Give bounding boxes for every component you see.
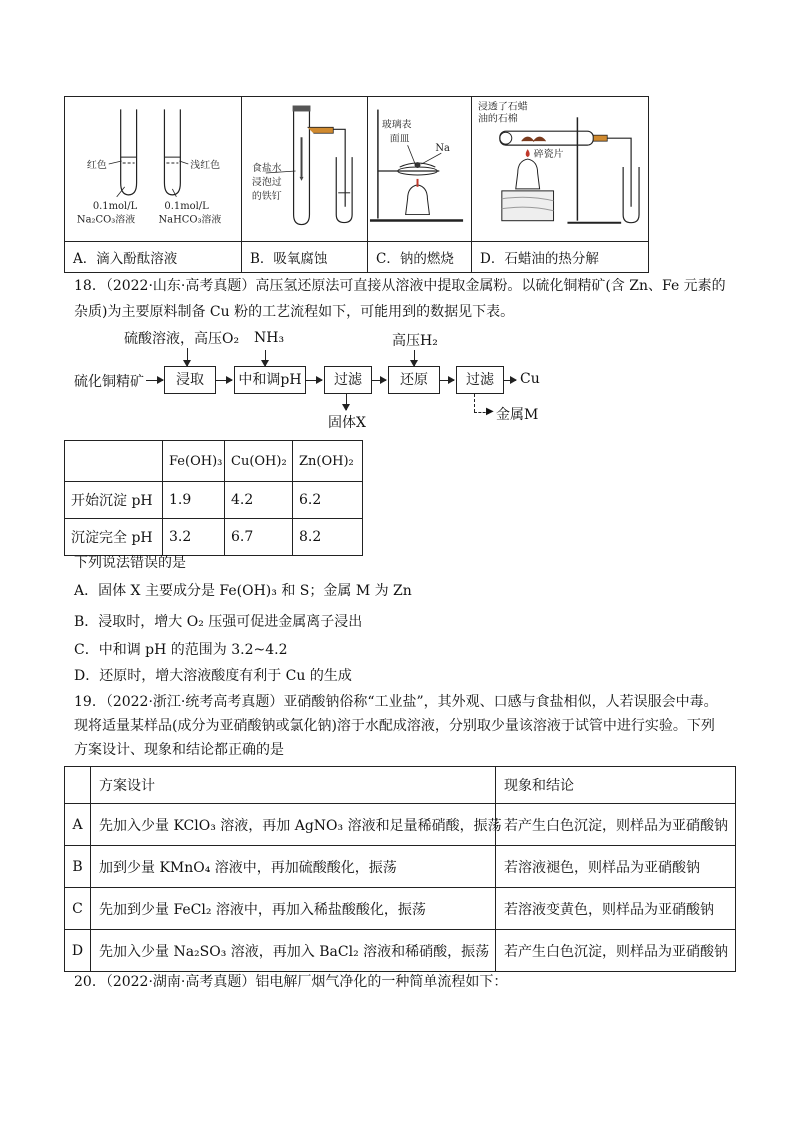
- plan-result-cell: 若产生白色沉淀，则样品为亚硝酸钠: [496, 930, 736, 972]
- ph-data-table: [64, 440, 363, 556]
- tube1-solution: Na₂CO₃溶液: [76, 214, 136, 226]
- flow-step-leaching: 浸取: [164, 366, 216, 394]
- table-row: [65, 519, 363, 556]
- ph-cell: 6.2: [293, 482, 363, 519]
- figure-a-cell: [65, 97, 242, 242]
- arrow-down-reagent3: [414, 350, 415, 366]
- figure-c-cell: [368, 97, 472, 242]
- process-flow-diagram: [74, 328, 574, 432]
- table-row: [65, 482, 363, 519]
- arrow-right-6: [504, 380, 516, 381]
- porcelain-chip-label: 碎瓷片: [533, 149, 564, 161]
- ph-row-label: 沉淀完全 pH: [65, 519, 163, 556]
- flow-step-reduce: 还原: [388, 366, 440, 394]
- test-tubes-figure: [65, 97, 241, 241]
- plan-table-header: [65, 767, 736, 804]
- plan-design-cell: 先加入少量 Na₂SO₃ 溶液，再加入 BaCl₂ 溶液和稀硝酸，振荡: [91, 930, 496, 972]
- plan-design-cell: 加到少量 KMnO₄ 溶液中，再加硫酸酸化，振荡: [91, 846, 496, 888]
- ph-cell: 4.2: [225, 482, 293, 519]
- plan-result-cell: 若溶液变黄色，则样品为亚硝酸钠: [496, 888, 736, 930]
- caption-c: C．钠的燃烧: [368, 242, 472, 273]
- tube2-solution: NaHCO₃溶液: [158, 214, 222, 226]
- arrow-down-reagent2: [265, 350, 266, 366]
- plan-row-label: B: [65, 846, 91, 888]
- arrow-right-5: [440, 380, 454, 381]
- plan-header-blank: [65, 767, 91, 804]
- q19-line-3: 方案设计、现象和结论都正确的是: [74, 742, 284, 758]
- q18-line-1: 18．（2022·山东·高考真题）高压氢还原法可直接从溶液中提取金属粉。以硫化铜精矿(含 Zn、Fe 元素的: [74, 278, 726, 294]
- plan-result-cell: 若溶液褪色，则样品为亚硝酸钠: [496, 846, 736, 888]
- q18-option-a: A．固体 X 主要成分是 Fe(OH)₃ 和 S；金属 M 为 Zn: [74, 583, 412, 599]
- plan-result-cell: 若产生白色沉淀，则样品为亚硝酸钠: [496, 804, 736, 846]
- oxygen-corrosion-figure: [242, 97, 367, 241]
- apparatus-figure-table: [64, 96, 649, 273]
- q18-option-b: B．浸取时，增大 O₂ 压强可促进金属离子浸出: [74, 614, 363, 630]
- arrow-right-2: [216, 380, 232, 381]
- flow-metal-m: 金属M: [496, 407, 539, 423]
- arrow-right-3: [306, 380, 322, 381]
- flow-step-neutralize: 中和调pH: [234, 366, 306, 394]
- watch-glass-label-1: 玻璃表: [381, 119, 412, 131]
- ph-cell: 6.7: [225, 519, 293, 556]
- paraffin-cracking-figure: [472, 97, 648, 241]
- caption-a: A．滴入酚酞溶液: [65, 242, 242, 273]
- q19-line-1: 19．（2022·浙江·统考高考真题）亚硝酸钠俗称“工业盐”，其外观、口感与食盐相似，人若误服会中毒。: [74, 694, 718, 710]
- tube1-color-label: 红色: [86, 160, 107, 172]
- arrow-down-reagent1: [187, 348, 188, 366]
- ph-header-zn: Zn(OH)₂: [293, 441, 363, 482]
- asbestos-label-2: 油的石棉: [477, 113, 518, 125]
- caption-d: D．石蜡油的热分解: [472, 242, 649, 273]
- ph-cell: 1.9: [163, 482, 225, 519]
- plan-header-design: 方案设计: [91, 767, 496, 804]
- plan-design-cell: 先加到少量 FeCl₂ 溶液中，再加入稀盐酸酸化，振荡: [91, 888, 496, 930]
- ph-cell: 8.2: [293, 519, 363, 556]
- caption-b: B．吸氧腐蚀: [242, 242, 368, 273]
- experiment-plan-table: [64, 766, 736, 972]
- table-row: [65, 804, 736, 846]
- q18-line-2: 杂质)为主要原料制备 Cu 粉的工艺流程如下，可能用到的数据见下表。: [74, 304, 515, 320]
- ph-header-fe: Fe(OH)₃: [163, 441, 225, 482]
- nail-label-2: 浸泡过: [251, 176, 282, 188]
- flow-reagent-acid-o2: 硫酸溶液，高压O₂: [124, 331, 240, 347]
- sodium-label: Na: [435, 143, 450, 155]
- ph-header-blank: [65, 441, 163, 482]
- ph-row-label: 开始沉淀 pH: [65, 482, 163, 519]
- q20-line-1: 20．（2022·湖南·高考真题）铝电解厂烟气净化的一种简单流程如下：: [74, 974, 508, 990]
- dashed-line-down: [474, 394, 475, 412]
- plan-row-label: C: [65, 888, 91, 930]
- flow-solid-x: 固体X: [328, 415, 366, 431]
- q18-option-c: C．中和调 pH 的范围为 3.2~4.2: [74, 642, 288, 658]
- nail-label-3: 的铁钉: [251, 190, 282, 202]
- tube2-color-label: 浅红色: [190, 160, 221, 172]
- arrow-down-solid: [346, 394, 347, 410]
- table-row: [65, 930, 736, 972]
- tube2-conc: 0.1mol/L: [164, 200, 209, 212]
- sodium-combustion-figure: [368, 97, 471, 241]
- dashed-arrow-head: ▶: [486, 406, 494, 417]
- arrow-right-1: [146, 380, 163, 381]
- asbestos-label-1: 浸透了石蜡: [477, 101, 528, 113]
- ph-header-cu: Cu(OH)₂: [225, 441, 293, 482]
- plan-row-label: A: [65, 804, 91, 846]
- figure-d-cell: [472, 97, 649, 242]
- plan-row-label: D: [65, 930, 91, 972]
- table-row: [65, 846, 736, 888]
- plan-design-cell: 先加入少量 KClO₃ 溶液，再加 AgNO₃ 溶液和足量稀硝酸，振荡: [91, 804, 496, 846]
- flow-step-filter-2: 过滤: [456, 366, 504, 394]
- flow-start-material: 硫化铜精矿: [74, 374, 144, 390]
- q19-line-2: 现将适量某样品(成分为亚硝酸钠或氯化钠)溶于水配成溶液，分别取少量该溶液于试管中进行实验。下列: [74, 718, 715, 734]
- q18-stem: 下列说法错误的是: [74, 555, 186, 571]
- q18-option-d: D．还原时，增大溶液酸度有利于 Cu 的生成: [74, 668, 352, 684]
- ph-table-header: [65, 441, 363, 482]
- arrow-right-4: [372, 380, 386, 381]
- ph-cell: 3.2: [163, 519, 225, 556]
- flow-product-cu: Cu: [520, 371, 540, 387]
- flow-reagent-h2: 高压H₂: [392, 333, 438, 349]
- tube1-conc: 0.1mol/L: [92, 200, 138, 212]
- watch-glass-label-2: 面皿: [389, 133, 410, 145]
- flow-step-filter-1: 过滤: [324, 366, 372, 394]
- flow-reagent-nh3: NH₃: [254, 330, 285, 346]
- plan-header-result: 现象和结论: [496, 767, 736, 804]
- table-row: [65, 888, 736, 930]
- figure-b-cell: [242, 97, 368, 242]
- nail-label-1: 食盐水: [251, 162, 282, 174]
